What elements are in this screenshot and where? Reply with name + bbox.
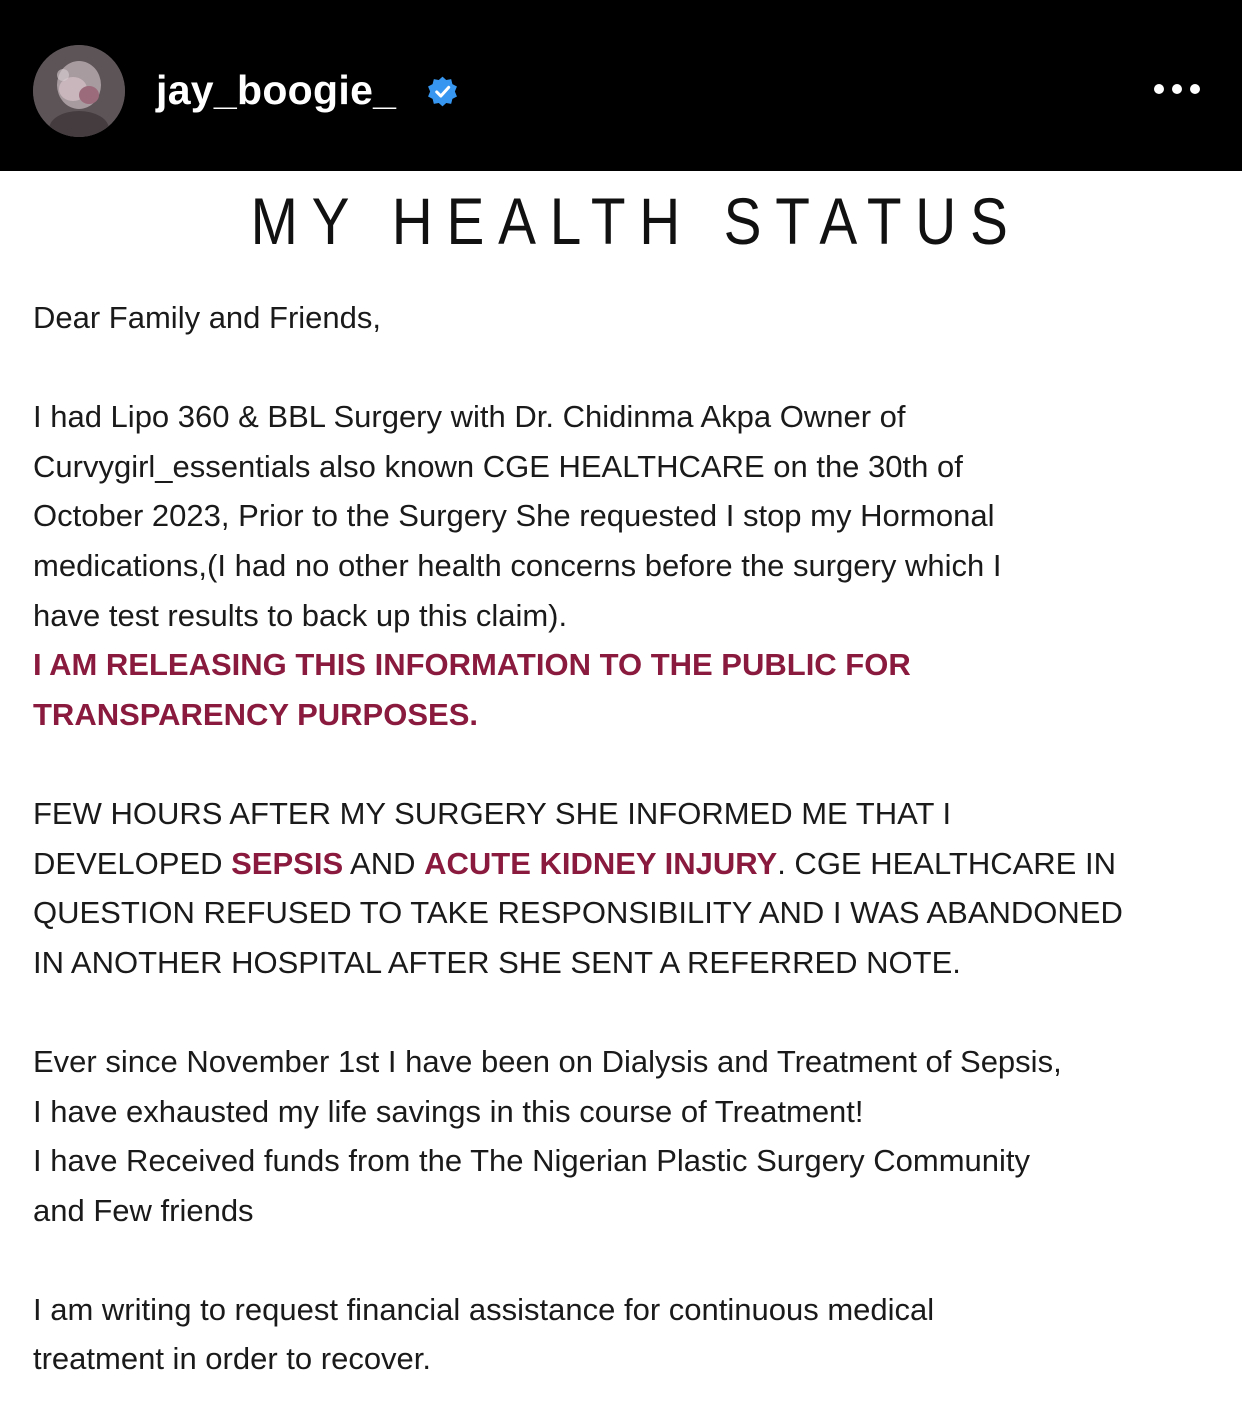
paragraph-line: IN ANOTHER HOSPITAL AFTER SHE SENT A REFERRED NOTE. — [33, 944, 961, 980]
acute-kidney-injury-highlight: ACUTE KIDNEY INJURY — [424, 845, 778, 881]
paragraph-line: medications,(I had no other health concerns before the surgery which I — [33, 547, 1002, 583]
paragraph-line: FEW HOURS AFTER MY SURGERY SHE INFORMED ME THAT I — [33, 795, 952, 831]
paragraph-line: and Few friends — [33, 1192, 254, 1228]
paragraph-line: I have exhausted my life savings in this course of Treatment! — [33, 1093, 864, 1129]
more-horizontal-icon — [1151, 83, 1203, 95]
avatar[interactable] — [33, 45, 125, 137]
verified-badge-icon — [426, 75, 459, 108]
username[interactable]: jay_boogie_ — [156, 67, 397, 113]
paragraph-line: October 2023, Prior to the Surgery She requested I stop my Hormonal — [33, 498, 995, 534]
paragraph-line: QUESTION REFUSED TO TAKE RESPONSIBILITY AND I WAS ABANDONED — [33, 895, 1123, 931]
paragraph-line: Curvygirl_essentials also known CGE HEALTHCARE on the 30th of — [33, 448, 963, 484]
transparency-notice: TRANSPARENCY PURPOSES. — [33, 696, 478, 732]
post-title: MY HEALTH STATUS — [250, 184, 1022, 258]
text-span: DEVELOPED — [33, 845, 232, 881]
transparency-notice: I AM RELEASING THIS INFORMATION TO THE PUBLIC FOR — [33, 647, 911, 683]
paragraph-line: Ever since November 1st I have been on Dialysis and Treatment of Sepsis, — [33, 1043, 1062, 1079]
paragraph-line: I am writing to request financial assistance for continuous medical — [33, 1291, 935, 1327]
paragraph-line: treatment in order to recover. — [33, 1341, 432, 1377]
paragraph-line: have test results to back up this claim). — [33, 597, 568, 633]
sepsis-highlight: SEPSIS — [231, 845, 344, 881]
text-span: . CGE HEALTHCARE IN — [777, 845, 1116, 881]
paragraph-line: I had Lipo 360 & BBL Surgery with Dr. Chidinma Akpa Owner of — [33, 399, 906, 435]
avatar-image — [33, 45, 125, 137]
post-image — [0, 171, 1242, 1413]
paragraph-line: I have Received funds from the The Nigerian Plastic Surgery Community — [33, 1143, 1031, 1179]
letter-body — [33, 293, 1223, 1384]
greeting: Dear Family and Friends, — [33, 300, 382, 335]
text-span: AND — [343, 845, 425, 881]
paragraph-line — [33, 839, 1223, 889]
post-header — [0, 0, 1242, 171]
more-options-button[interactable] — [1146, 70, 1208, 108]
